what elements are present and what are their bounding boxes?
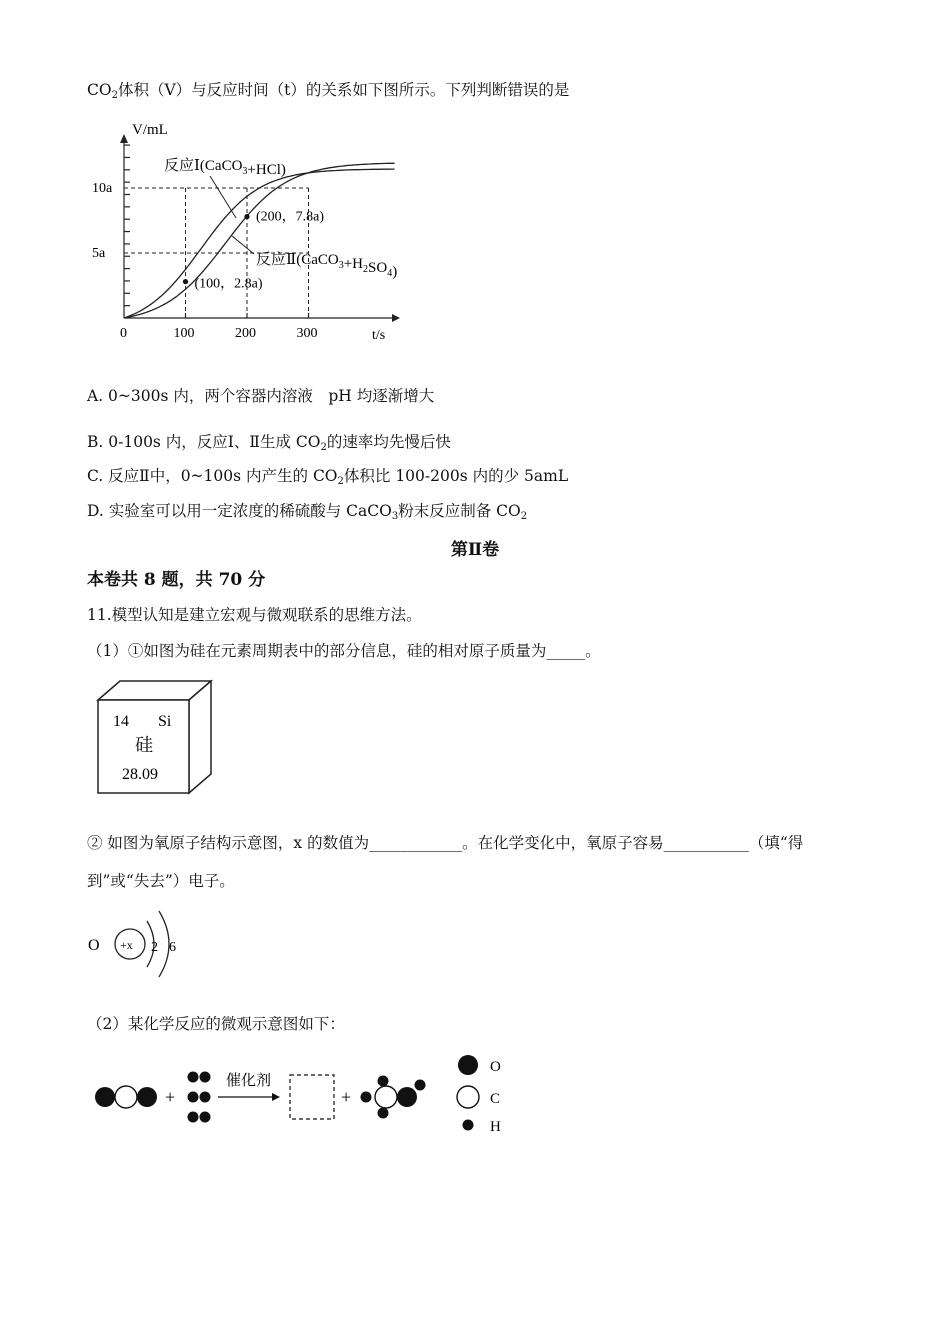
shell2-electrons: 6 [169, 940, 176, 955]
annotation-label-1: (200，7.8a) [256, 209, 325, 225]
nucleus-charge: +x [120, 938, 133, 952]
section-note: 本卷共 8 题，共 70 分 [87, 570, 266, 590]
silicon-element-card [95, 678, 225, 803]
x-tick-label: 100 [173, 326, 195, 341]
option-a: A. 0~300s 内，两个容器内溶液 pH 均逐渐增大 [87, 387, 435, 405]
option-d: D. 实验室可以用一定浓度的稀硫酸与 CaCO$_3$粉末反应制备 $CO_2$ [87, 502, 528, 522]
svg-text:C: C [490, 1091, 501, 1107]
plus-sign-1: + [165, 1087, 176, 1107]
y-tick-label: 10a [92, 181, 113, 196]
atom-symbol: O [88, 937, 100, 954]
x-axis-arrow-icon [392, 314, 400, 322]
hydrogen-molecules [188, 1072, 211, 1123]
volume-time-chart [90, 118, 430, 348]
q11-part1-2-line1: ② 如图为氧原子结构示意图，x 的数值为____________。在化学变化中，氧原子容易___________（填“得 [87, 834, 804, 852]
series-label-1: 反应Ⅰ(CaCO$_3$+HCl) [164, 158, 286, 178]
section-title: 第Ⅱ卷 [450, 540, 500, 560]
q11-part1: （1）①如图为硅在元素周期表中的部分信息，硅的相对原子质量为_____。 [87, 642, 601, 660]
leader-line-1 [210, 176, 236, 218]
arrow-head-icon [272, 1093, 280, 1101]
annotation-label-0: (100，2.8a) [194, 276, 263, 292]
annotation-point-1 [244, 214, 249, 219]
plus-sign-2: + [341, 1087, 352, 1107]
option-b: B. 0-100s 内，反应Ⅰ、Ⅱ生成 $CO_2$的速率均先慢后快 [87, 433, 451, 453]
product-molecule [361, 1076, 426, 1119]
catalyst-label: 催化剂 [226, 1071, 272, 1089]
chart-curves [124, 163, 398, 318]
annotation-point-0 [183, 279, 188, 284]
intro-line: $CO_2$体积（V）与反应时间（t）的关系如下图所示。下列判断错误的是 [87, 81, 570, 101]
element-mass: 28.09 [122, 766, 158, 783]
co2-molecule [95, 1086, 157, 1108]
svg-text:O: O [490, 1059, 501, 1075]
y-tick-label: 5a [92, 246, 106, 261]
curve-reaction-2 [124, 163, 398, 318]
y-axis-arrow-icon [120, 134, 128, 143]
q11-stem: 11.模型认知是建立宏观与微观联系的思维方法。 [87, 606, 422, 624]
option-c: C. 反应Ⅱ中，0~100s 内产生的 $CO_2$体积比 100-200s 内的少 5amL [87, 467, 569, 487]
x-tick-label: 200 [235, 326, 256, 341]
q11-part1-2-line2: 到”或“失去”）电子。 [87, 872, 235, 890]
q11-part2: （2）某化学反应的微观示意图如下： [87, 1015, 345, 1033]
shell1-electrons: 2 [151, 940, 158, 955]
element-name: 硅 [135, 735, 153, 756]
chart-labels [92, 122, 397, 343]
svg-text:H: H [490, 1119, 501, 1135]
reaction-diagram [90, 1055, 520, 1140]
atom-legend [457, 1055, 501, 1135]
curve-reaction-1 [124, 169, 398, 318]
element-symbol: Si [158, 713, 172, 730]
element-number: 14 [113, 713, 129, 730]
y-axis-label: V/mL [132, 122, 168, 138]
blank-box [290, 1075, 334, 1119]
x-axis-label: t/s [372, 328, 386, 343]
leader-line-2 [232, 236, 254, 254]
series-label-2: 反应$Ⅱ(CaCO_3+H_2SO_4)$ [256, 252, 398, 280]
oxygen-atom-diagram [85, 907, 195, 982]
x-tick-label: 300 [296, 326, 318, 341]
x-tick-label: 0 [120, 326, 127, 341]
